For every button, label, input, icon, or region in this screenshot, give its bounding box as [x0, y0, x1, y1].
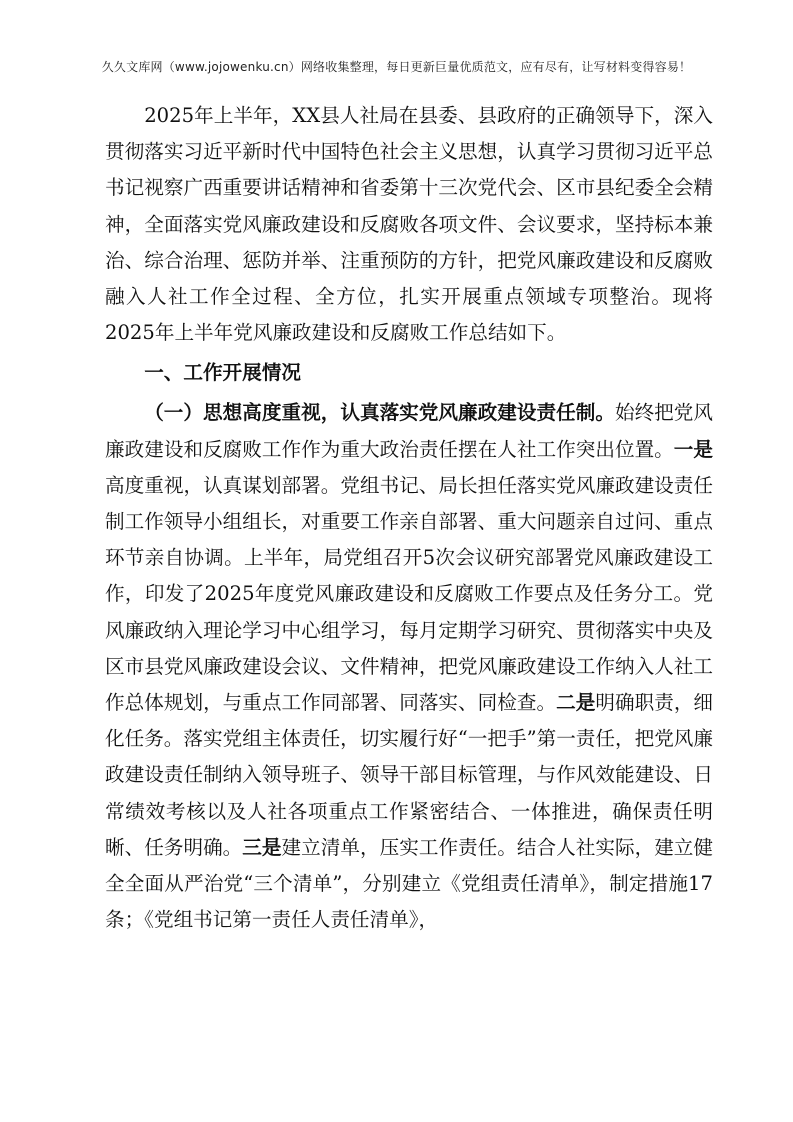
subsection-title: （一）思想高度重视，认真落实党风廉政建设责任制。	[144, 401, 615, 425]
point-one-label: 一是	[673, 437, 714, 461]
section-paragraph	[105, 395, 713, 938]
section-heading: 一、工作开展情况	[144, 361, 301, 385]
document-body	[105, 98, 713, 938]
point-three-label: 三是	[242, 835, 282, 859]
point-three-text: 建立清单，压实工作责任。结合人社实际，建立健全全面从严治党“三个清单”，分别建立《党组责任清单》，制定措施17条；《党组书记第一责任人责任清单》，	[105, 835, 714, 932]
page-header: 久久文库网（www.jojowenku.cn）网络收集整理，每日更新巨量优质范文，应有尽有，让写材料变得容易！	[101, 60, 692, 74]
subsection-text: 始终把党风廉政建设和反腐败工作作为重大政治责任摆在人社工作突出位置。	[105, 401, 714, 461]
point-two-text: 明确职责，细化任务。落实党组主体责任，切实履行好“一把手”第一责任，把党风廉政建设责任制纳入领导班子、领导干部目标管理，与作风效能建设、日常绩效考核以及人社各项重点工作紧密结合、一体推进，确保责任明晰、任务明确。	[105, 691, 714, 859]
point-two-label: 二是	[556, 691, 596, 715]
intro-paragraph: 2025年上半年，XX县人社局在县委、县政府的正确领导下，深入贯彻落实习近平新时代中国特色社会主义思想，认真学习贯彻习近平总书记视察广西重要讲话精神和省委第十三次党代会、区市县纪委全会精神，全面落实党风廉政建设和反腐败各项文件、会议要求，坚持标本兼治、综合治理、惩防并举、注重预防的方针，把党风廉政建设和反腐败融入人社工作全过程、全方位，扎实开展重点领域专项整治。现将2025年上半年党风廉政建设和反腐败工作总结如下。	[105, 104, 713, 345]
point-one-text: 高度重视，认真谋划部署。党组书记、局长担任落实党风廉政建设责任制工作领导小组组长，对重要工作亲自部署、重大问题亲自过问、重点环节亲自协调。上半年，局党组召开5次会议研究部署党风廉政建设工作，印发了2025年度党风廉政建设和反腐败工作要点及任务分工。党风廉政纳入理论学习中心组学习，每月定期学习研究、贯彻落实中央及区市县党风廉政建设会议、文件精神，把党风廉政建设工作纳入人社工作总体规划，与重点工作同部署、同落实、同检查。	[105, 473, 713, 715]
